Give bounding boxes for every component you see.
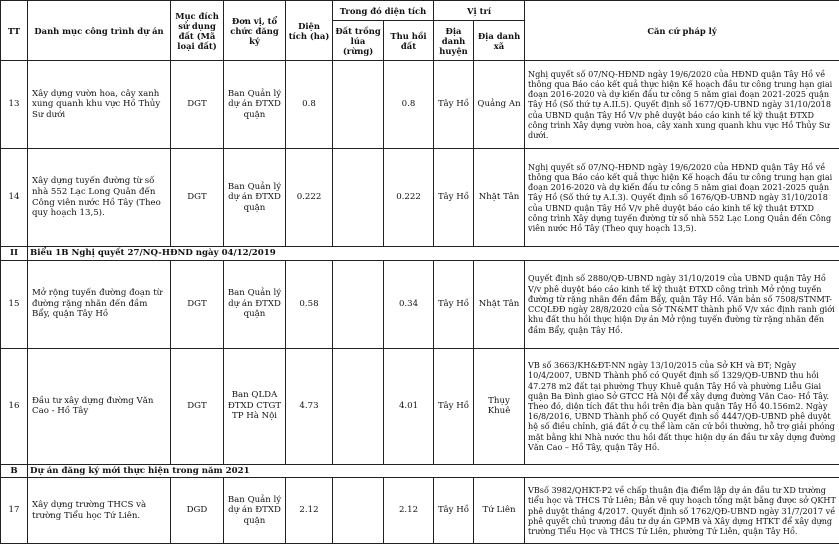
row-recovered: 2.12 [384,478,434,544]
header-location: Vị trí [434,1,525,21]
row-legal: VBsố 3982/QHKT-P2 về chấp thuận địa điểm lập dự án đầu tư XD trường tiểu học và THCS Tứ Liên; Bản vẽ quy hoạch tổng mặt bằng được sở QKHT phê duyệt tháng 4/2017. Quyết định số 1762/QĐ-UBND ngày 31/7/2017 về phê quyết chủ trương đầu tư dự án GPMB và Xây dựng HTKT để xây dựng trường Tiểu Học và THCS Tứ Liên, phường Tứ Liên, quận Tây Hồ. [525,478,839,544]
row-district: Tây Hồ [434,61,474,149]
row-area: 2.12 [286,478,333,544]
row-commune: Tứ Liên [474,478,525,544]
row-commune: Nhật Tân [474,149,525,247]
row-commune: Quảng An [474,61,525,149]
header-district: Địa danh huyện [434,21,474,61]
row-unit: Ban Quản lý dự án ĐTXD quận [224,61,286,149]
row-district: Tây Hồ [434,260,474,348]
row-name: Mở rộng tuyến đường đoạn từ đường rặng nhãn đến đầm Bẩy, quận Tây Hồ [28,260,171,348]
row-name: Xây dựng tuyến đường từ số nhà 552 Lạc Long Quân đến Công viên nước Hồ Tây (Theo quy hoạch 13,5). [28,149,171,247]
section-title: Biểu 1B Nghị quyết 27/NQ-HĐND ngày 04/12/2019 [28,247,839,261]
header-of-which: Trong đó diện tích [333,1,434,21]
row-name: Xây dựng vườn hoa, cây xanh xung quanh khu vực Hồ Thủy Sư dưới [28,61,171,149]
section-row [1,247,839,261]
row-commune: Nhật Tân [474,260,525,348]
row-purpose: DGT [171,348,224,464]
header-legal-basis: Căn cứ pháp lý [525,1,839,61]
row-rice [333,149,384,247]
row-area: 0.8 [286,61,333,149]
header-recovered-land: Thu hồi đất [384,21,434,61]
header-tt: TT [1,1,28,61]
row-unit: Ban Quản lý dự án ĐTXD quận [224,478,286,544]
row-legal: Nghị quyết số 07/NQ-HĐND ngày 19/6/2020 của HĐND quận Tây Hồ về thông qua Báo cáo kết quả thực hiện Kế hoạch đầu tư công trung hạn giai đoạn 2016-2020 và dự kiến đầu tư công 5 năm giai đoạn 2021-2025 quận Tây Hồ (Số thứ tự A.I.3). Quyết định số 1676/QĐ-UBND ngày 31/10/2018 của UBND quận Tây Hồ V/v phê duyệt báo cáo kinh tế kỹ thuật ĐTXD công trình Xây dựng tuyến đường từ số nhà 552 Lạc Long Quân đến Công viên nước Hồ Tây (Theo quy hoạch 13,5). [525,149,839,247]
table-row [1,149,839,247]
row-tt: 14 [1,149,28,247]
row-recovered: 0.8 [384,61,434,149]
row-area: 0.222 [286,149,333,247]
row-purpose: DGD [171,478,224,544]
row-tt: 13 [1,61,28,149]
row-district: Tây Hồ [434,478,474,544]
row-rice [333,61,384,149]
row-rice [333,260,384,348]
row-rice [333,348,384,464]
row-recovered: 0.34 [384,260,434,348]
table-row [1,61,839,149]
row-tt: 16 [1,348,28,464]
header-commune: Địa danh xã [474,21,525,61]
section-tt: II [1,247,28,261]
row-tt: 17 [1,478,28,544]
header-rice-land: Đất trồng lúa (rừng) [333,21,384,61]
row-purpose: DGT [171,149,224,247]
section-title: Dự án đăng ký mới thực hiện trong năm 2021 [28,464,839,478]
header-purpose: Mục đích sử dụng đất (Mã loại đất) [171,1,224,61]
row-rice [333,478,384,544]
row-purpose: DGT [171,260,224,348]
header-area: Diện tích (ha) [286,1,333,61]
row-tt: 15 [1,260,28,348]
row-name: Xây dựng trường THCS và trường Tiểu học Tứ Liên. [28,478,171,544]
row-unit: Ban Quản lý dự án ĐTXD quận [224,260,286,348]
row-recovered: 4.01 [384,348,434,464]
row-district: Tây Hồ [434,348,474,464]
row-name: Đầu tư xây dựng đường Văn Cao - Hồ Tây [28,348,171,464]
row-legal: Quyết định số 2880/QĐ-UBND ngày 31/10/2019 của UBND quận Tây Hồ V/v phê duyệt báo cáo kinh tế kỹ thuật ĐTXD công trình Mở rộng tuyến đường từ rặng nhãn đến đầm Bẩy, quận Tây Hồ. Văn bản số 7508/STNMT-CCQLĐĐ ngày 28/8/2020 của Sở TN&MT thành phố V/v xác định ranh giới khu đất thu hồi thực hiện Dự án Mở rộng tuyến đường từ rặng nhãn đến đầm Bẩy, quận Tây Hồ. [525,260,839,348]
table-row [1,260,839,348]
table-row [1,348,839,464]
row-legal: VB số 3663/KH&ĐT-NN ngày 13/10/2015 của Sở KH và ĐT; Ngày 10/4/2007, UBND Thành phố có Quyết định số 1329/QĐ-UBND thu hồi 47.278 m2 đất tại phường Thụy Khuê quận Tây Hồ và phường Liễu Giai quận Ba Đình giao Sở GTCC Hà Nội để xây dựng đường Văn Cao- Hồ Tây. Theo đó, diện tích đất thu hồi trên địa bàn quận Tây Hồ 40.156m2. Ngày 16/8/2016, UBND Thành phố có Quyết định số 4447/QĐ-UBND phê duyệt hệ số điều chỉnh, giá đất ở cụ thể làm căn cứ bồi thường, hỗ trợ giải phóng mặt bằng khi Nhà nước thu hồi đất thực hiện dự án đầu tư xây dựng đường Văn Cao – Hồ Tây, quận Tây Hồ. [525,348,839,464]
row-legal: Nghị quyết số 07/NQ-HĐND ngày 19/6/2020 của HĐND quận Tây Hồ về thông qua Báo cáo kết quả thực hiện Kế hoạch đầu tư công trung hạn giai đoạn 2016-2020 và dự kiến đầu tư công 5 năm giai đoạn 2021-2025 quận Tây Hồ (Số thứ tự A.II.5). Quyết định số 1677/QĐ-UBND ngày 31/10/2018 của UBND quận Tây Hồ V/v phê duyệt báo cáo kinh tế kỹ thuật ĐTXD công trình Xây dựng vườn hoa, cây xanh xung quanh khu vực Hồ Thủy Sư dưới. [525,61,839,149]
row-unit: Ban QLDA ĐTXD CTGT TP Hà Nội [224,348,286,464]
row-recovered: 0.222 [384,149,434,247]
table-row [1,478,839,544]
section-tt: B [1,464,28,478]
row-area: 0.58 [286,260,333,348]
row-purpose: DGT [171,61,224,149]
header-category: Danh mục công trình dự án [28,1,171,61]
row-unit: Ban Quản lý dự án ĐTXD quận [224,149,286,247]
row-commune: Thụy Khuê [474,348,525,464]
row-area: 4.73 [286,348,333,464]
header-unit: Đơn vị, tổ chức đăng ký [224,1,286,61]
row-district: Tây Hồ [434,149,474,247]
section-row [1,464,839,478]
